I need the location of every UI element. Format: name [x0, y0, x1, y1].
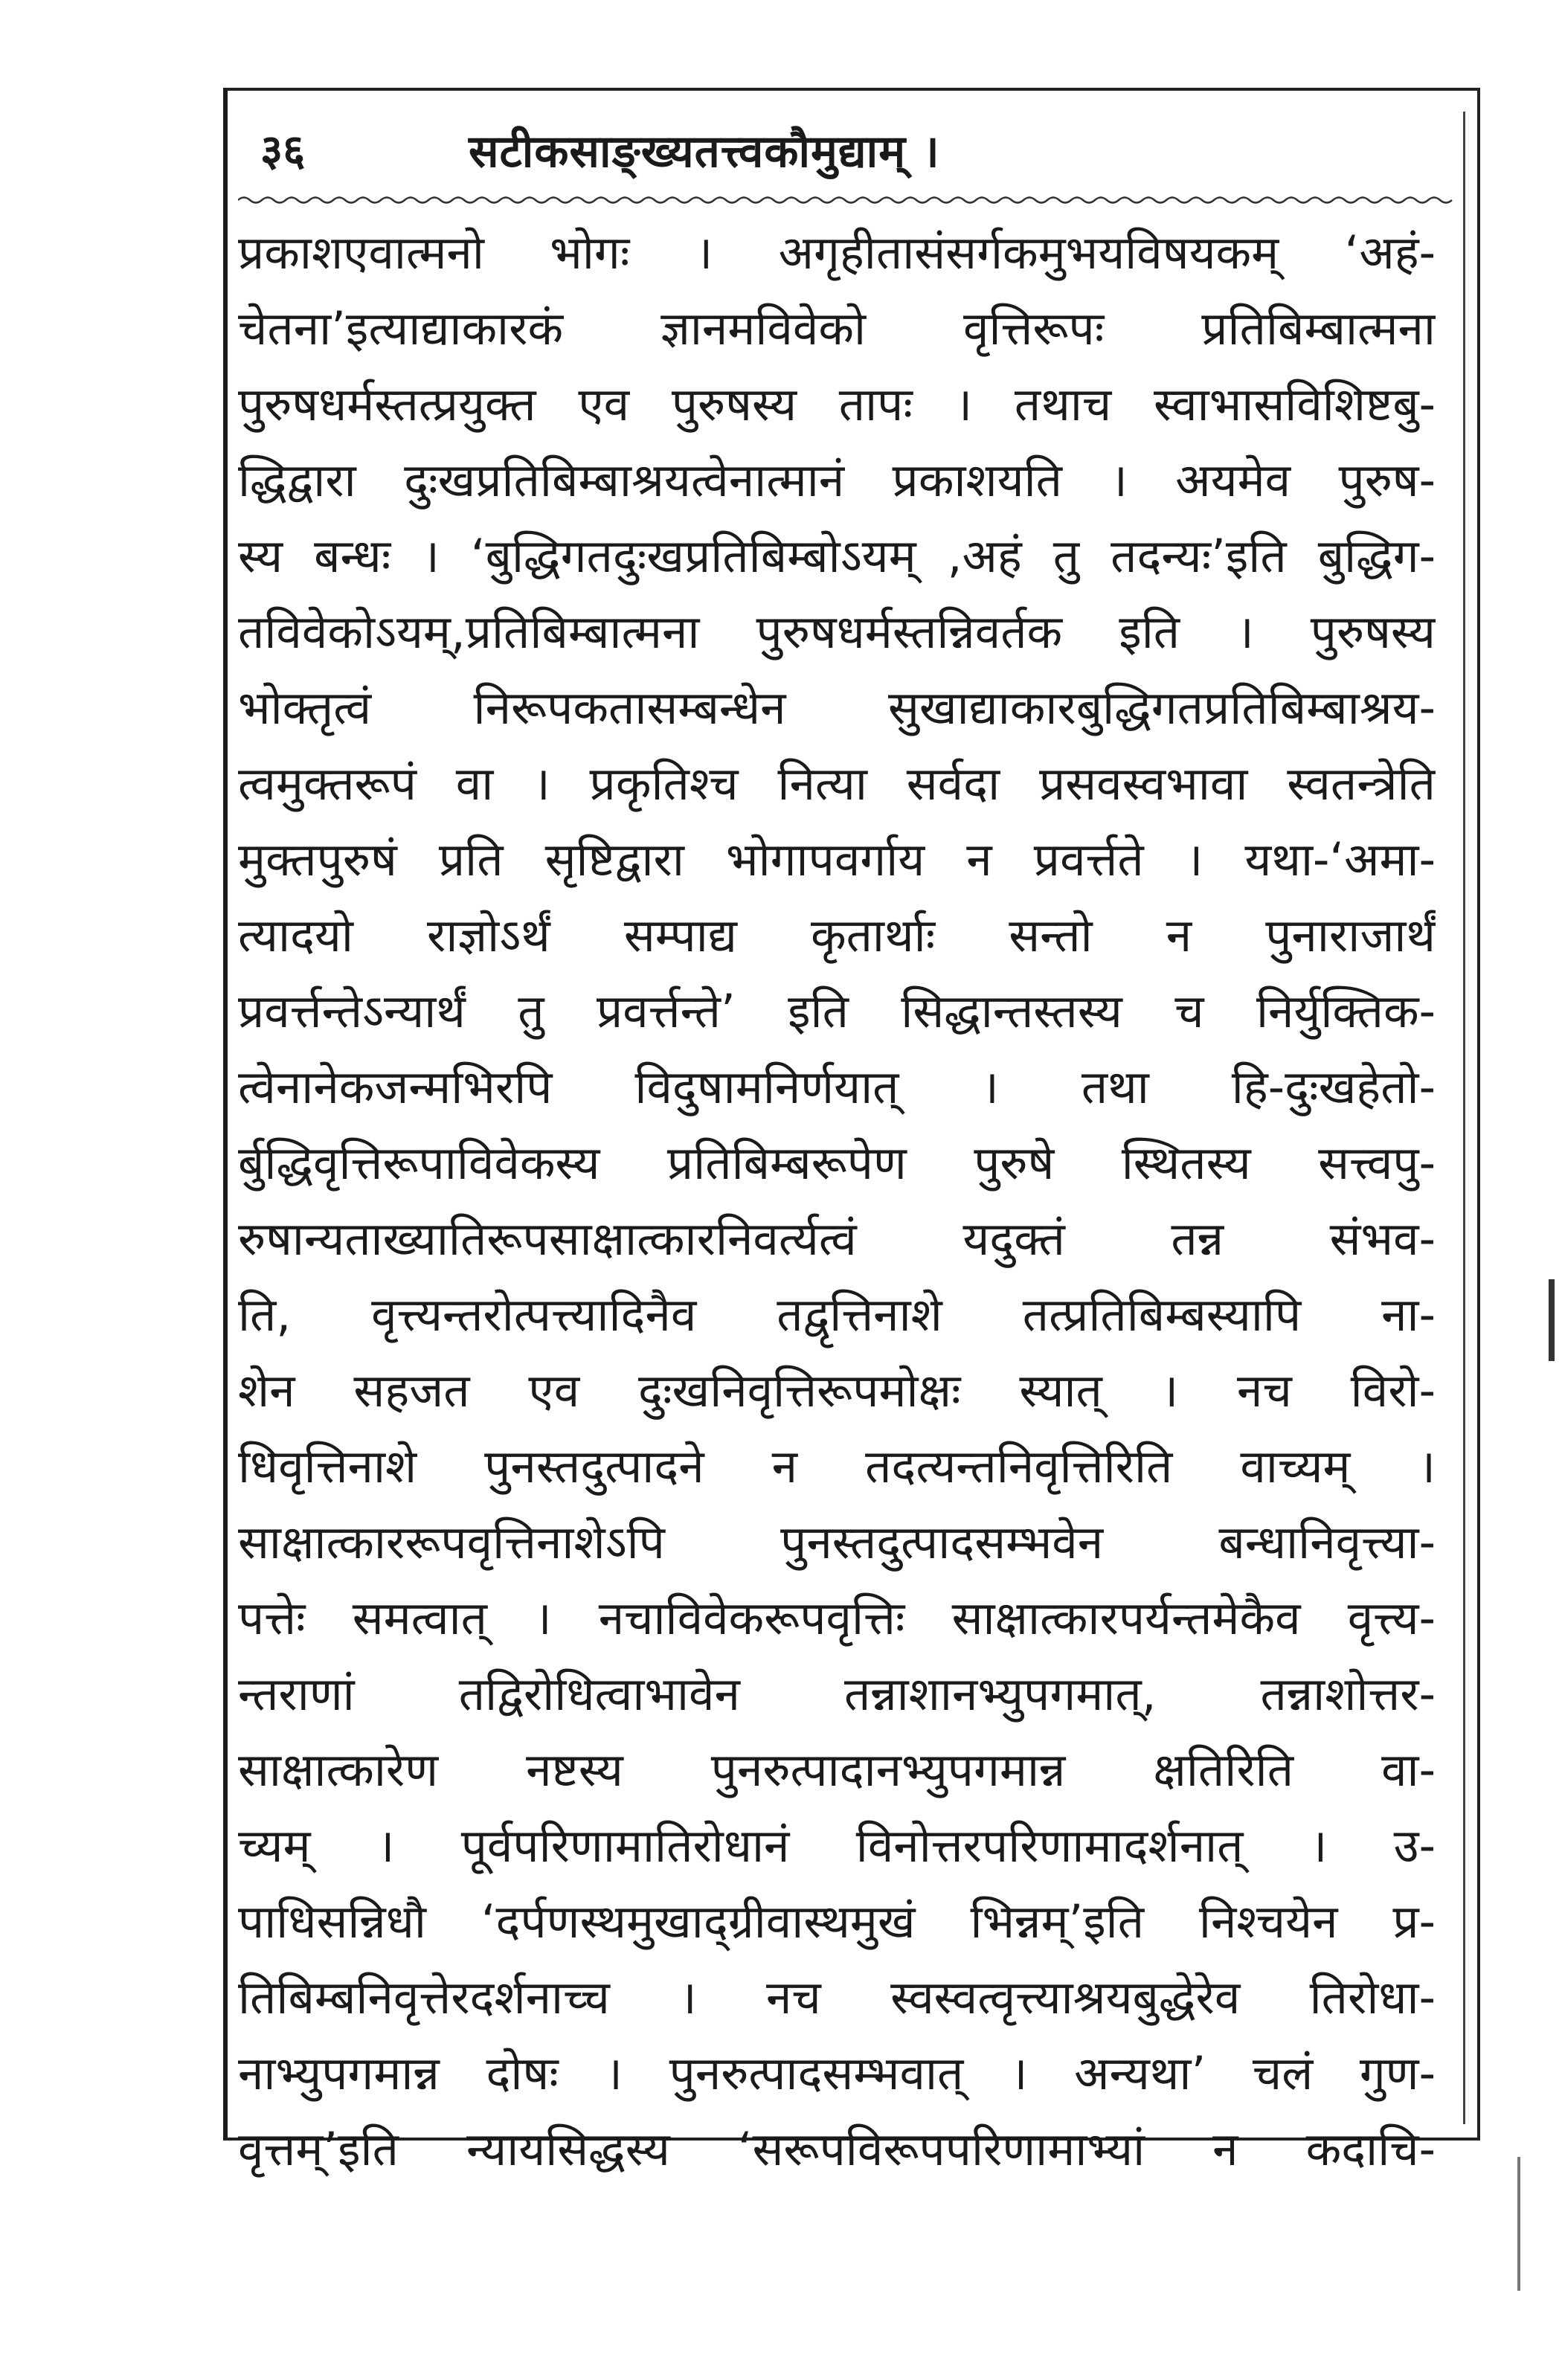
- text-line: प्रकाशएवात्मनो भोगः । अगृहीतासंसर्गकमुभयविषयकम् ‘अहं-: [238, 225, 1436, 280]
- text-line: शेन सहजत एव दुःखनिवृत्तिरूपमोक्षः स्यात् । नच विरो-: [238, 1363, 1436, 1418]
- scan-edge-mark: [1549, 1279, 1555, 1361]
- text-line: र्बुद्धिवृत्तिरूपाविवेकस्य प्रतिबिम्बरूपेण पुरुषे स्थितस्य सत्त्वपु-: [238, 1136, 1436, 1190]
- text-line: द्धिद्वारा दुःखप्रतिबिम्बाश्रयत्वेनात्मानं प्रकाशयति । अयमेव पुरुष-: [238, 453, 1436, 507]
- page-header: [245, 119, 1465, 190]
- running-title: सटीकसाङ्ख्यतत्त्वकौमुद्याम् ।: [469, 126, 940, 178]
- text-line: साक्षात्कारेण नष्टस्य पुनरुत्पादानभ्युपगमान्न क्षतिरिति वा-: [238, 1743, 1436, 1797]
- text-line: प्रवर्त्तन्तेऽन्यार्थं तु प्रवर्त्तन्ते’ इति सिद्धान्तस्तस्य च निर्युक्तिक-: [238, 984, 1436, 1038]
- text-line: ति, वृत्त्यन्तरोत्पत्त्यादिनैव तद्वृत्तिनाशे तत्प्रतिबिम्बस्यापि ना-: [238, 1287, 1436, 1342]
- text-line: धिवृत्तिनाशे पुनस्तदुत्पादने न तदत्यन्तनिवृत्तिरिति वाच्यम् ।: [238, 1439, 1436, 1493]
- text-line: त्वमुक्तरूपं वा । प्रकृतिश्च नित्या सर्वदा प्रसवस्वभावा स्वतन्त्रेति: [238, 756, 1436, 811]
- wavy-divider-rule: [238, 195, 1458, 205]
- text-line: नाभ्युपगमान्न दोषः । पुनरुत्पादसम्भवात् । अन्यथा’ चलं गुण-: [238, 2046, 1436, 2100]
- text-line: रुषान्यताख्यातिरूपसाक्षात्कारनिवर्त्यत्वं यदुक्तं तन्न संभव-: [238, 1212, 1436, 1266]
- text-line: पुरुषधर्मस्तत्प्रयुक्त एव पुरुषस्य तापः । तथाच स्वाभासविशिष्टबु-: [238, 377, 1436, 431]
- text-line: तिबिम्बनिवृत्तेरदर्शनाच्च । नच स्वस्वत्वृत्त्याश्रयबुद्धेरेव तिरोधा-: [238, 1970, 1436, 2024]
- text-line: मुक्तपुरुषं प्रति सृष्टिद्वारा भोगापवर्गाय न प्रवर्त्तते । यथा-‘अमा-: [238, 832, 1436, 887]
- text-line: स्य बन्धः । ‘बुद्धिगतदुःखप्रतिबिम्बोऽयम् ,अहं तु तदन्यः’इति बुद्धिग-: [238, 529, 1436, 583]
- text-line: वृत्तम्’इति न्यायसिद्धस्य ‘सरूपविरूपपरिणामाभ्यां न कदाचि-: [238, 2122, 1436, 2176]
- text-line: पाधिसन्निधौ ‘दर्पणस्थमुखाद्ग्रीवास्थमुखं भिन्नम्’इति निश्चयेन प्र-: [238, 1894, 1436, 1949]
- text-line: च्यम् । पूर्वपरिणामातिरोधानं विनोत्तरपरिणामादर्शनात् । उ-: [238, 1818, 1436, 1873]
- text-line: तविवेकोऽयम्,प्रतिबिम्बात्मना पुरुषधर्मस्तन्निवर्तक इति । पुरुषस्य: [238, 605, 1436, 659]
- text-line: चेतना’इत्याद्याकारकं ज्ञानमविवेको वृत्तिरूपः प्रतिबिम्बात्मना: [238, 301, 1436, 356]
- text-line: न्तराणां तद्विरोधित्वाभावेन तन्नाशानभ्युपगमात्, तन्नाशोत्तर-: [238, 1667, 1436, 1721]
- scan-edge-mark: [1517, 2157, 1520, 2291]
- text-line: त्यादयो राज्ञोऽर्थं सम्पाद्य कृतार्थाः सन्तो न पुनाराजार्थं: [238, 908, 1436, 962]
- page-number: ३६: [260, 125, 306, 176]
- text-line: साक्षात्काररूपवृत्तिनाशेऽपि पुनस्तदुत्पादसम्भवेन बन्धानिवृत्त्या-: [238, 1515, 1436, 1569]
- text-line: भोक्तृत्वं निरूपकतासम्बन्धेन सुखाद्याकारबुद्धिगतप्रतिबिम्बाश्रय-: [238, 681, 1436, 735]
- text-line: पत्तेः समत्वात् । नचाविवेकरूपवृत्तिः साक्षात्कारपर्यन्तमेकैव वृत्त्य-: [238, 1591, 1436, 1645]
- text-line: त्वेनानेकजन्मभिरपि विदुषामनिर्णयात् । तथा हि-दुःखहेतो-: [238, 1060, 1436, 1114]
- body-text: [238, 216, 1436, 2188]
